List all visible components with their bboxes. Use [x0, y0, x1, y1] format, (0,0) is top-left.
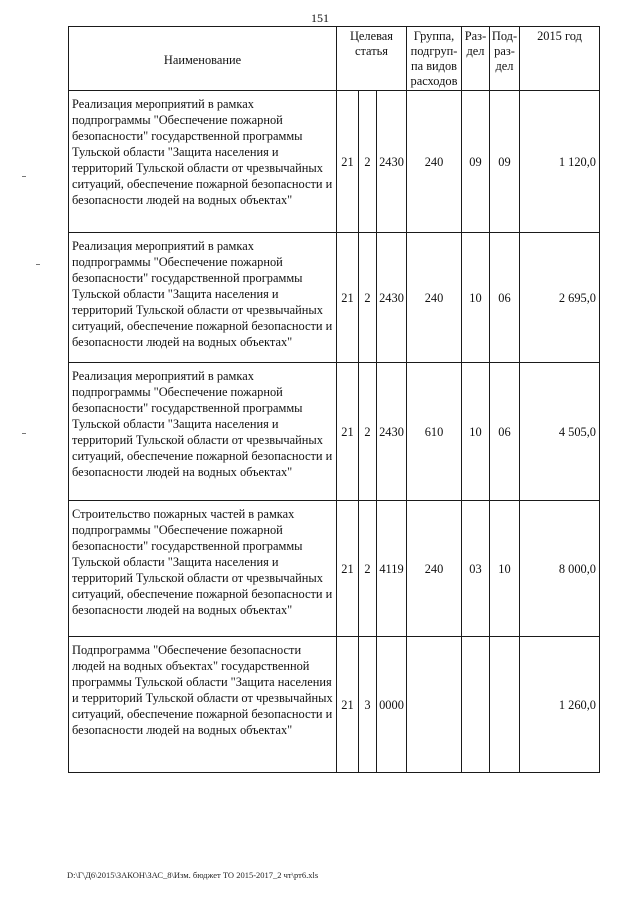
row-amount: 2 695,0: [520, 233, 600, 363]
scan-mark: [22, 433, 26, 434]
row-article-program: 21: [337, 233, 359, 363]
row-article-subprogram: 3: [359, 637, 377, 773]
header-section: Раз-дел: [462, 27, 490, 91]
table-row: [69, 363, 600, 501]
header-year: 2015 год: [520, 27, 600, 91]
row-name: Реализация мероприятий в рамках подпрограммы "Обеспечение пожарной безопасности" государственной программы Тульской области "Защита населения и территорий Тульской области от чрезвычайных ситуаций, обеспечение пожарной безопасности и безопасности людей на водных объектах": [69, 363, 337, 501]
scan-mark: [22, 176, 26, 177]
row-article-code: 2430: [377, 233, 407, 363]
header-row: [69, 27, 600, 91]
row-article-code: 0000: [377, 637, 407, 773]
row-article-subprogram: 2: [359, 501, 377, 637]
row-section: [462, 637, 490, 773]
header-group: Группа, подгруп-па видов расходов: [407, 27, 462, 91]
row-subsection: 06: [490, 363, 520, 501]
row-name: Подпрограмма "Обеспечение безопасности людей на водных объектах" государственной программы Тульской области "Защита населения и территорий Тульской области от чрезвычайных ситуаций, обеспечение пожарной безопасности и безопасности людей на водных объектах": [69, 637, 337, 773]
row-article-subprogram: 2: [359, 233, 377, 363]
header-subsection: Под-раз-дел: [490, 27, 520, 91]
file-path-footer: D:\Г\Д6\2015\ЗАКОН\ЗАС_8\Изм. бюджет ТО 2015-2017_2 чт\рт6.xls: [67, 870, 319, 880]
row-group: 240: [407, 501, 462, 637]
row-article-code: 4119: [377, 501, 407, 637]
table-row: [69, 91, 600, 233]
budget-table: [68, 26, 600, 773]
row-article-code: 2430: [377, 91, 407, 233]
row-subsection: 10: [490, 501, 520, 637]
row-section: 10: [462, 233, 490, 363]
row-group: 240: [407, 91, 462, 233]
header-name: Наименование: [69, 27, 337, 91]
row-article-program: 21: [337, 637, 359, 773]
row-article-program: 21: [337, 91, 359, 233]
row-group: 610: [407, 363, 462, 501]
row-amount: 1 260,0: [520, 637, 600, 773]
row-article-program: 21: [337, 363, 359, 501]
row-amount: 1 120,0: [520, 91, 600, 233]
row-article-subprogram: 2: [359, 363, 377, 501]
row-section: 03: [462, 501, 490, 637]
table-row: [69, 501, 600, 637]
row-article-code: 2430: [377, 363, 407, 501]
row-name: Реализация мероприятий в рамках подпрограммы "Обеспечение пожарной безопасности" государственной программы Тульской области "Защита населения и территорий Тульской области от чрезвычайных ситуаций, обеспечение пожарной безопасности и безопасности людей на водных объектах": [69, 91, 337, 233]
row-article-program: 21: [337, 501, 359, 637]
table-row: [69, 637, 600, 773]
row-name: Реализация мероприятий в рамках подпрограммы "Обеспечение пожарной безопасности" государственной программы Тульской области "Защита населения и территорий Тульской области от чрезвычайных ситуаций, обеспечение пожарной безопасности и безопасности людей на водных объектах": [69, 233, 337, 363]
row-amount: 8 000,0: [520, 501, 600, 637]
row-article-subprogram: 2: [359, 91, 377, 233]
row-name: Строительство пожарных частей в рамках подпрограммы "Обеспечение пожарной безопасности" государственной программы Тульской области "Защита населения и территорий Тульской области от чрезвычайных ситуаций, обеспечение пожарной безопасности и безопасности людей на водных объектах": [69, 501, 337, 637]
row-group: 240: [407, 233, 462, 363]
row-section: 09: [462, 91, 490, 233]
header-target-article: Целевая статья: [337, 27, 407, 91]
row-group: [407, 637, 462, 773]
scan-mark: [36, 264, 40, 265]
row-subsection: 06: [490, 233, 520, 363]
row-subsection: 09: [490, 91, 520, 233]
row-section: 10: [462, 363, 490, 501]
row-subsection: [490, 637, 520, 773]
page-number: 151: [311, 11, 329, 25]
row-amount: 4 505,0: [520, 363, 600, 501]
table-row: [69, 233, 600, 363]
